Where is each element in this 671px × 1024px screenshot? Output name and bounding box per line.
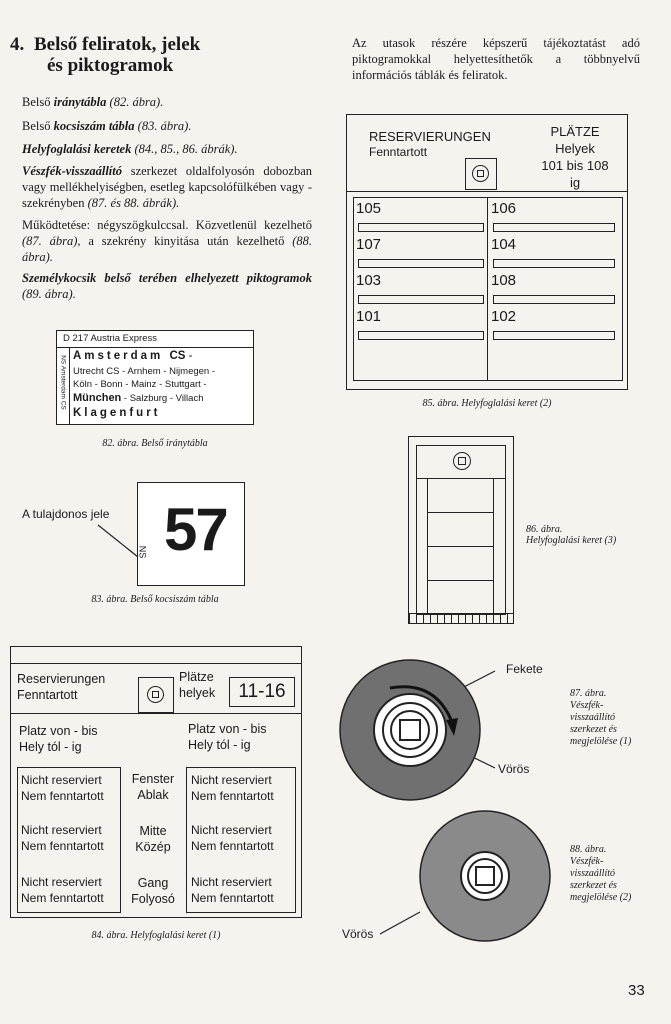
reserv-block	[17, 671, 105, 703]
label-red: Vörös	[342, 927, 374, 941]
text-bold: kocsiszám tábla	[53, 119, 135, 133]
seat-bar	[493, 223, 615, 232]
text-italic: (89. ábra).	[22, 287, 76, 301]
figure-caption-83: 83. ábra. Belső kocsiszám tábla	[91, 594, 219, 605]
figure-caption-82: 82. ábra. Belső iránytábla	[102, 438, 208, 449]
heading-line-2: és piktogramok	[47, 55, 174, 76]
text-bold: iránytábla	[53, 95, 107, 109]
seats-left	[356, 198, 484, 342]
inner-frame	[416, 445, 506, 615]
figure-caption-84: 84. ábra. Helyfoglalási keret (1)	[91, 930, 221, 941]
text: - Salzburg - Villach	[121, 393, 204, 404]
text: CS	[169, 350, 186, 362]
seat-range-hu: Hely tól - ig	[188, 738, 251, 752]
position-hu: Folyosó	[131, 892, 175, 906]
label-red: Vörös	[498, 762, 530, 776]
seat-number: 102	[491, 308, 517, 325]
symbol-box	[138, 677, 174, 713]
caption-line: Vészfék-	[570, 700, 604, 711]
status-de: Nicht reserviert	[191, 823, 272, 837]
status-hu: Nem fenntartott	[191, 839, 274, 853]
places-de: PLÄTZE	[550, 124, 600, 139]
text: Belső	[22, 95, 54, 109]
seat-status-right	[186, 767, 296, 913]
seats-right	[491, 198, 615, 342]
emergency-brake-reset-1	[330, 650, 490, 810]
text-italic: (88. ábra).	[22, 234, 312, 264]
train-name: D 217 Austria Express	[63, 333, 157, 344]
reserv-label-de: RESERVIERUNGEN	[369, 129, 491, 144]
reserv-label-hu: Fenntartott	[369, 145, 428, 159]
text-italic: (87. és 88. ábrák).	[87, 196, 180, 210]
caption-line: szerkezet és	[570, 724, 617, 735]
heading-line-1: Belső feliratok, jelek	[34, 34, 201, 55]
caption-line: visszaállító	[570, 868, 616, 879]
figure-caption-86	[526, 524, 616, 546]
text-bold: Vészfék-visszaállító	[22, 164, 122, 178]
status-de: Nicht reserviert	[191, 875, 272, 889]
seat-range-hu: Hely tól - ig	[19, 740, 82, 754]
destination-klagenfurt: Klagenfurt	[73, 407, 161, 419]
side-label: NS Amsterdam CS	[59, 355, 67, 410]
places-range: 11-16	[229, 677, 295, 707]
figure-caption-85: 85. ábra. Helyfoglalási keret (2)	[422, 398, 552, 409]
caption-line: visszaállító	[570, 712, 616, 723]
seat-number: 108	[491, 272, 517, 289]
emergency-brake-reset-2	[410, 810, 560, 950]
text-italic: (83. ábra).	[134, 119, 192, 133]
seat-number: 106	[491, 200, 517, 217]
seat-status-left	[17, 767, 121, 913]
circle-symbol-icon	[453, 452, 471, 470]
seat-range-de: Platz von - bis	[19, 724, 98, 738]
seat-bar	[358, 331, 484, 340]
figure-caption-88	[570, 844, 631, 904]
intro-paragraph: Az utasok részére képszerű tájékoztatást adó piktogramokkal helyettesíthetők a többnyelvű információs táblák és feliratok.	[352, 36, 640, 82]
status-de: Nicht reserviert	[191, 773, 272, 787]
divider	[347, 191, 627, 192]
square-key-icon	[400, 720, 420, 740]
status-de: Nicht reserviert	[21, 773, 102, 787]
text: Működtetése: négyszögkulccsal. Közvetlenül kezelhető	[22, 218, 312, 232]
seat-number: 105	[356, 200, 382, 217]
figure-caption-87	[570, 688, 631, 748]
text: München	[73, 392, 122, 404]
seat-number: 101	[356, 308, 382, 325]
places-block	[179, 669, 215, 701]
square-symbol-icon	[477, 170, 484, 177]
reserv-label-de: Reservierungen	[17, 672, 106, 686]
reservation-frame-1	[10, 646, 302, 918]
position-hu: Ablak	[137, 788, 169, 802]
seat-bar	[493, 295, 615, 304]
seat-bar	[358, 259, 484, 268]
page-number: 33	[628, 982, 645, 999]
text-italic: (82. ábra).	[106, 95, 164, 109]
caption-line: megjelölése (2)	[570, 892, 632, 903]
square-symbol-icon	[458, 457, 466, 465]
square-symbol-icon	[152, 691, 159, 698]
divider	[427, 546, 493, 547]
text: szerkezet oldalfolyosón dobozban vagy mellékhelyiségben, esetleg kapcsolófülkében vagy -szekrényben	[22, 164, 312, 210]
destination-amsterdam: Amsterdam CS -	[73, 350, 193, 362]
places-hu: Helyek	[555, 141, 595, 156]
caption-line: megjelölése (1)	[570, 736, 632, 747]
route-line-3: Köln - Bonn - Mainz - Stuttgart -	[73, 379, 207, 390]
divider	[427, 512, 493, 513]
owner-mark: NS	[137, 545, 148, 559]
text-italic: (87. ábra),	[22, 234, 81, 248]
section-number: 4.	[10, 34, 25, 55]
seat-bar	[358, 223, 484, 232]
status-de: Nicht reserviert	[21, 823, 102, 837]
status-hu: Nem fenntartott	[21, 839, 104, 853]
position-de: Fenster	[131, 772, 175, 786]
seat-bar	[358, 295, 484, 304]
seat-positions	[123, 771, 183, 907]
status-hu: Nem fenntartott	[21, 891, 104, 905]
places-de: Plätze	[179, 670, 214, 684]
caption-line: Vészfék-	[570, 856, 604, 867]
route-line-2: Utrecht CS - Arnhem - Nijmegen -	[73, 366, 216, 377]
caption-line: 87. ábra.	[570, 688, 607, 699]
reserv-label-hu: Fenntartott	[17, 688, 78, 702]
label-black: Fekete	[506, 662, 543, 676]
divider	[417, 478, 505, 479]
seat-number: 103	[356, 272, 382, 289]
caption-line: 86. ábra.	[526, 524, 563, 535]
places-ig: ig	[569, 175, 581, 190]
seat-range-right	[188, 721, 267, 753]
status-hu: Nem fenntartott	[21, 789, 104, 803]
bottom-scale	[409, 613, 513, 623]
seat-bar	[493, 259, 615, 268]
divider	[487, 198, 488, 380]
reservation-frame-2	[346, 114, 628, 390]
status-hu: Nem fenntartott	[191, 789, 274, 803]
places-hu: helyek	[179, 686, 216, 700]
car-number: 57	[164, 496, 227, 563]
text-bold: Személykocsik belső terében elhelyezett piktogramok	[22, 271, 312, 285]
seat-number: 104	[491, 236, 517, 253]
divider	[427, 580, 493, 581]
caption-line: szerkezet és	[570, 880, 617, 891]
divider	[11, 663, 301, 664]
text-italic: (84., 85., 86. ábrák).	[131, 142, 238, 156]
divider	[11, 713, 301, 714]
caption-line: Helyfoglalási keret (3)	[526, 535, 617, 546]
places-range: 101 bis 108	[541, 158, 609, 173]
symbol-box	[465, 158, 497, 190]
circle-symbol-icon	[147, 686, 164, 703]
text: a szekrény kinyitása után kezelhető	[80, 234, 293, 248]
status-de: Nicht reserviert	[21, 875, 102, 889]
caption-line: 88. ábra.	[570, 844, 607, 855]
owner-label: A tulajdonos jele	[22, 507, 110, 521]
seat-bar	[493, 331, 615, 340]
text: Amsterdam	[73, 350, 164, 362]
circle-symbol-icon	[472, 165, 489, 182]
seat-range-left	[19, 723, 98, 755]
text-bold: Helyfoglalási keretek	[22, 142, 132, 156]
divider	[493, 478, 494, 614]
position-de: Mitte	[139, 824, 167, 838]
position-hu: Közép	[135, 840, 171, 854]
status-hu: Nem fenntartott	[191, 891, 274, 905]
seat-range-de: Platz von - bis	[188, 722, 267, 736]
seat-number: 107	[356, 236, 382, 253]
text: Belső	[22, 119, 54, 133]
places-block	[519, 123, 631, 191]
reservation-frame-3	[408, 436, 514, 624]
square-key-icon	[476, 867, 494, 885]
position-de: Gang	[137, 876, 169, 890]
seat-grid	[353, 197, 623, 381]
